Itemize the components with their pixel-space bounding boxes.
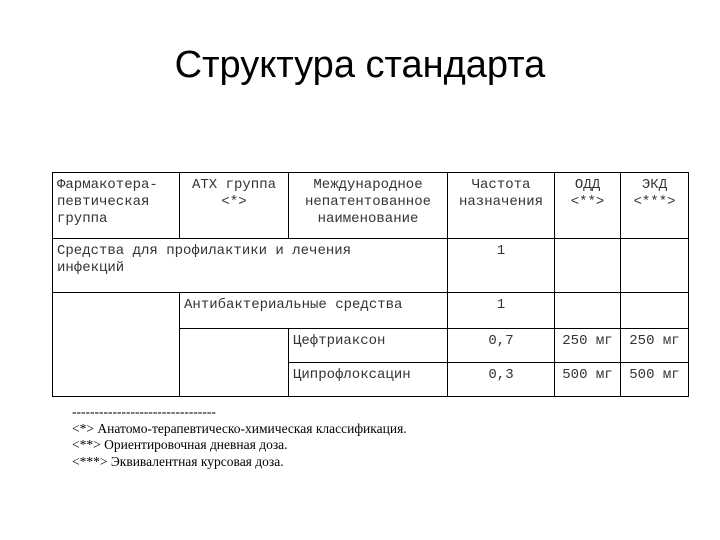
- drug-frequency-ceftriaxone: 0,7: [448, 329, 555, 363]
- standard-structure-table: [52, 172, 689, 397]
- drug-frequency-ciprofloxacin: 0,3: [448, 363, 555, 397]
- drug-ekd-ceftriaxone: 250 мг: [621, 329, 689, 363]
- table-header-row: [53, 173, 689, 239]
- drug-name-ceftriaxone: Цефтриаксон: [289, 329, 448, 363]
- row-infection-label: Средства для профилактики и лечения инфекций: [53, 239, 448, 293]
- table-row: [53, 329, 689, 363]
- empty-cell: [555, 293, 621, 329]
- footnote-odd: <**> Ориентировочная дневная доза.: [72, 437, 288, 452]
- drug-ekd-ciprofloxacin: 500 мг: [621, 363, 689, 397]
- row-infection-frequency: 1: [448, 239, 555, 293]
- header-atc-group: АТХ группа <*>: [180, 173, 289, 239]
- row-antibacterial-label: Антибактериальные средства: [180, 293, 448, 329]
- header-frequency: Частота назначения: [448, 173, 555, 239]
- empty-cell: [180, 329, 289, 363]
- footnotes: [72, 404, 672, 470]
- footnote-atc: <*> Анатомо-терапевтическо-химическая классификация.: [72, 420, 407, 436]
- header-inn: Международное непатентованное наименование: [289, 173, 448, 239]
- header-ekd: ЭКД <***>: [621, 173, 689, 239]
- table-row: [53, 293, 689, 329]
- empty-cell: [621, 239, 689, 293]
- table-row: [53, 239, 689, 293]
- empty-cell: [53, 329, 180, 363]
- empty-cell: [555, 239, 621, 293]
- drug-odd-ciprofloxacin: 500 мг: [555, 363, 621, 397]
- table-row: [53, 363, 689, 397]
- empty-cell: [180, 363, 289, 397]
- drug-name-ciprofloxacin: Ципрофлоксацин: [289, 363, 448, 397]
- footnote-ekd: <***> Эквивалентная курсовая доза.: [72, 453, 284, 469]
- header-pharm-group: Фармакотера- певтическая группа: [53, 173, 180, 239]
- empty-cell: [53, 363, 180, 397]
- slide-title: Структура стандарта: [174, 44, 546, 86]
- drug-odd-ceftriaxone: 250 мг: [555, 329, 621, 363]
- header-odd: ОДД <**>: [555, 173, 621, 239]
- footnote-separator: --------------------------------: [72, 404, 216, 419]
- empty-cell: [621, 293, 689, 329]
- row-antibacterial-frequency: 1: [448, 293, 555, 329]
- empty-cell: [53, 293, 180, 329]
